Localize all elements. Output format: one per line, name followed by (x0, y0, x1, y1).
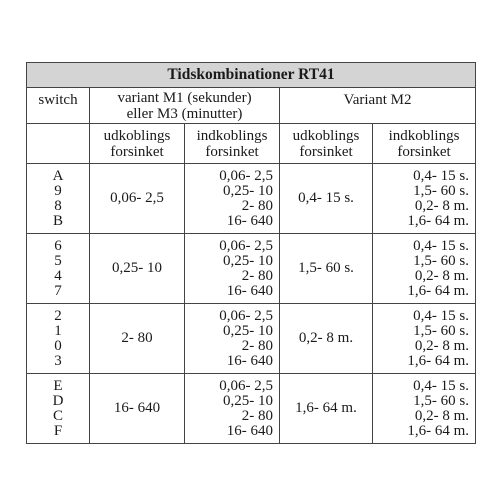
variant-m1-header (90, 88, 280, 124)
switch-value: 4 (54, 267, 62, 284)
range-value: 0,06- 2,5 (219, 237, 273, 254)
range-value: 1,5- 60 s. (413, 182, 469, 199)
range-value: 0,2- 8 m. (414, 407, 469, 424)
table-title: Tidskombinationer RT41 (27, 63, 476, 88)
switch-value: E (53, 377, 63, 394)
variant-m2-header: Variant M2 (280, 88, 476, 124)
switch-subheader-empty (27, 124, 90, 164)
switch-value: C (52, 407, 63, 424)
m2-udkoblings-cell: 0,2- 8 m. (280, 304, 373, 374)
m1-indkoblings-line2: forsinket (205, 143, 259, 160)
range-value: 0,06- 2,5 (219, 307, 273, 324)
m1-indkoblings-cell (185, 374, 280, 444)
range-value: 1,5- 60 s. (413, 392, 469, 409)
range-value: 1,6- 64 m. (407, 212, 469, 229)
switch-value: 7 (54, 282, 62, 299)
m2-indkoblings-cell (373, 304, 476, 374)
range-value: 0,4- 15 s. (413, 237, 469, 254)
table-row (27, 234, 476, 304)
m2-udkoblings-line2: forsinket (299, 143, 353, 160)
range-value: 0,2- 8 m. (414, 267, 469, 284)
m2-udkoblings-cell: 1,5- 60 s. (280, 234, 373, 304)
switch-value: 6 (54, 237, 62, 254)
variant-m1-header-line1: variant M1 (sekunder) (117, 89, 252, 106)
switch-cell (27, 234, 90, 304)
m1-udkoblings-line2: forsinket (110, 143, 164, 160)
time-combinations-table (26, 62, 476, 444)
range-value: 1,5- 60 s. (413, 322, 469, 339)
range-value: 0,2- 8 m. (414, 197, 469, 214)
m2-indkoblings-header (373, 124, 476, 164)
range-value: 2- 80 (241, 407, 273, 424)
switch-value: 9 (54, 182, 62, 199)
switch-value: 8 (54, 197, 62, 214)
m2-indkoblings-cell (373, 374, 476, 444)
m1-udkoblings-cell: 0,06- 2,5 (90, 164, 185, 234)
m1-indkoblings-line1: indkoblings (196, 127, 268, 144)
range-value: 0,25- 10 (223, 392, 273, 409)
m2-indkoblings-cell (373, 164, 476, 234)
m2-indkoblings-line1: indkoblings (388, 127, 460, 144)
range-value: 0,2- 8 m. (414, 337, 469, 354)
range-value: 0,06- 2,5 (219, 167, 273, 184)
range-value: 16- 640 (226, 282, 273, 299)
range-value: 2- 80 (241, 267, 273, 284)
switch-value: B (52, 212, 63, 229)
switch-value: 3 (54, 352, 62, 369)
range-value: 1,6- 64 m. (407, 352, 469, 369)
m2-indkoblings-line2: forsinket (397, 143, 451, 160)
m2-udkoblings-line1: udkoblings (292, 127, 360, 144)
switch-cell (27, 164, 90, 234)
range-value: 0,06- 2,5 (219, 377, 273, 394)
switch-value: A (52, 167, 64, 184)
m1-udkoblings-cell: 2- 80 (90, 304, 185, 374)
range-value: 2- 80 (241, 337, 273, 354)
range-value: 16- 640 (226, 212, 273, 229)
range-value: 0,4- 15 s. (413, 167, 469, 184)
m1-udkoblings-header (90, 124, 185, 164)
variant-m1-header-line2: eller M3 (minutter) (126, 105, 243, 122)
switch-value: 1 (54, 322, 62, 339)
m1-udkoblings-line1: udkoblings (103, 127, 171, 144)
range-value: 1,5- 60 s. (413, 252, 469, 269)
switch-header: switch (27, 88, 90, 124)
switch-value: D (52, 392, 64, 409)
range-value: 16- 640 (226, 352, 273, 369)
m1-udkoblings-cell: 16- 640 (90, 374, 185, 444)
m2-udkoblings-cell: 1,6- 64 m. (280, 374, 373, 444)
m2-udkoblings-cell: 0,4- 15 s. (280, 164, 373, 234)
range-value: 0,25- 10 (223, 182, 273, 199)
range-value: 1,6- 64 m. (407, 422, 469, 439)
switch-value: F (53, 422, 63, 439)
table-row (27, 374, 476, 444)
switch-value: 0 (54, 337, 62, 354)
range-value: 0,25- 10 (223, 252, 273, 269)
m1-indkoblings-cell (185, 234, 280, 304)
m2-udkoblings-header (280, 124, 373, 164)
m1-indkoblings-cell (185, 164, 280, 234)
switch-cell (27, 374, 90, 444)
switch-value: 5 (54, 252, 62, 269)
range-value: 2- 80 (241, 197, 273, 214)
range-value: 1,6- 64 m. (407, 282, 469, 299)
range-value: 0,25- 10 (223, 322, 273, 339)
range-value: 0,4- 15 s. (413, 307, 469, 324)
table-row (27, 164, 476, 234)
switch-cell (27, 304, 90, 374)
range-value: 16- 640 (226, 422, 273, 439)
table-row (27, 304, 476, 374)
switch-value: 2 (54, 307, 62, 324)
m1-indkoblings-cell (185, 304, 280, 374)
m1-indkoblings-header (185, 124, 280, 164)
m2-indkoblings-cell (373, 234, 476, 304)
range-value: 0,4- 15 s. (413, 377, 469, 394)
m1-udkoblings-cell: 0,25- 10 (90, 234, 185, 304)
